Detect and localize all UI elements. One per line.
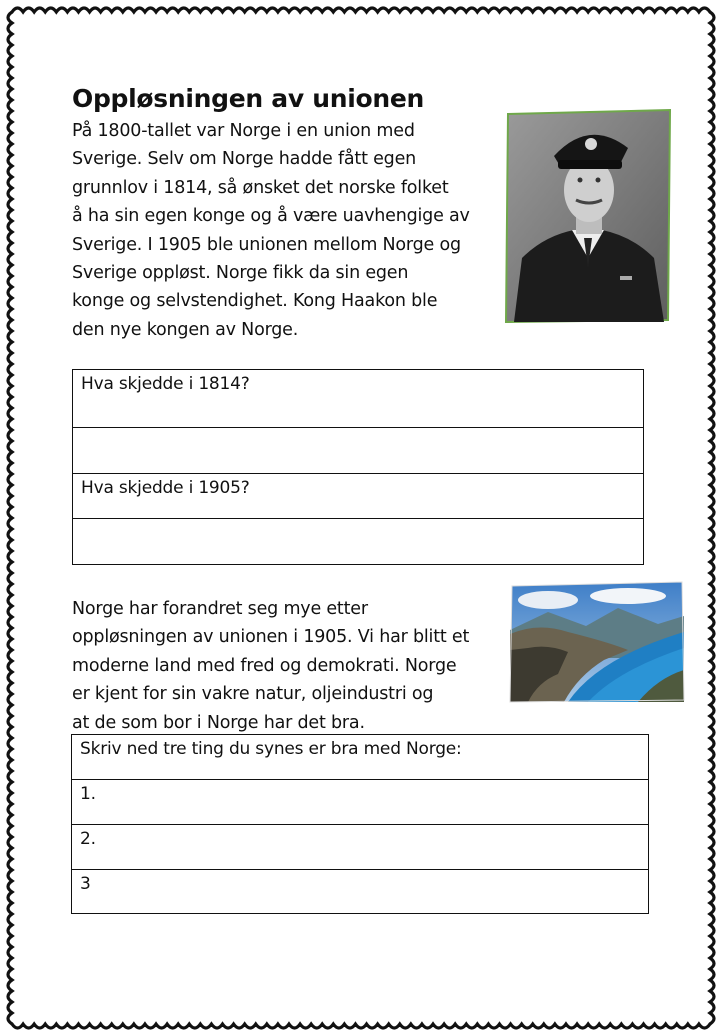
intro-line: Sverige oppløst. Norge fikk da sin egen (72, 263, 409, 284)
intro-line: grunnlov i 1814, så ønsket det norske folket (72, 177, 449, 198)
intro-line: den nye kongen av Norge. (72, 319, 299, 340)
border-scallop-edge (12, 1024, 710, 1028)
intro-line: Sverige. Selv om Norge hadde fått egen (72, 149, 417, 170)
second-line: at de som bor i Norge har det bra. (72, 712, 365, 733)
intro-line: Sverige. I 1905 ble unionen mellom Norge og (72, 234, 461, 255)
list-row-3[interactable]: 3 (72, 870, 649, 914)
answer-field-1814[interactable] (73, 428, 644, 474)
border-scallop-edge (710, 12, 714, 1024)
second-line: moderne land med fred og demokrati. Norge (72, 655, 457, 676)
border-scallop-edge (8, 12, 12, 1024)
second-line: oppløsningen av unionen i 1905. Vi har blitt et (72, 627, 470, 648)
list-row-1[interactable]: 1. (72, 780, 649, 825)
border-scallop-edge (12, 8, 710, 12)
list-heading: Skriv ned tre ting du synes er bra med Norge: (72, 735, 649, 780)
question-1905: Hva skjedde i 1905? (73, 474, 644, 519)
intro-paragraph (72, 117, 470, 344)
answer-field-1905[interactable] (73, 519, 644, 565)
second-line: er kjent for sin vakre natur, oljeindustri og (72, 684, 434, 705)
questions-table (72, 369, 644, 565)
second-paragraph (72, 595, 469, 737)
good-things-table (71, 734, 649, 914)
page-title: Oppløsningen av unionen (72, 84, 425, 113)
list-row-2[interactable]: 2. (72, 825, 649, 870)
second-line: Norge har forandret seg mye etter (72, 599, 368, 619)
question-1814: Hva skjedde i 1814? (73, 370, 644, 428)
intro-line: å ha sin egen konge og å være uavhengige av (72, 206, 470, 227)
intro-line: På 1800-tallet var Norge i en union med (72, 121, 415, 141)
king-portrait-photo (504, 108, 672, 324)
fjord-landscape-photo (508, 578, 686, 704)
intro-line: konge og selvstendighet. Kong Haakon ble (72, 291, 438, 312)
